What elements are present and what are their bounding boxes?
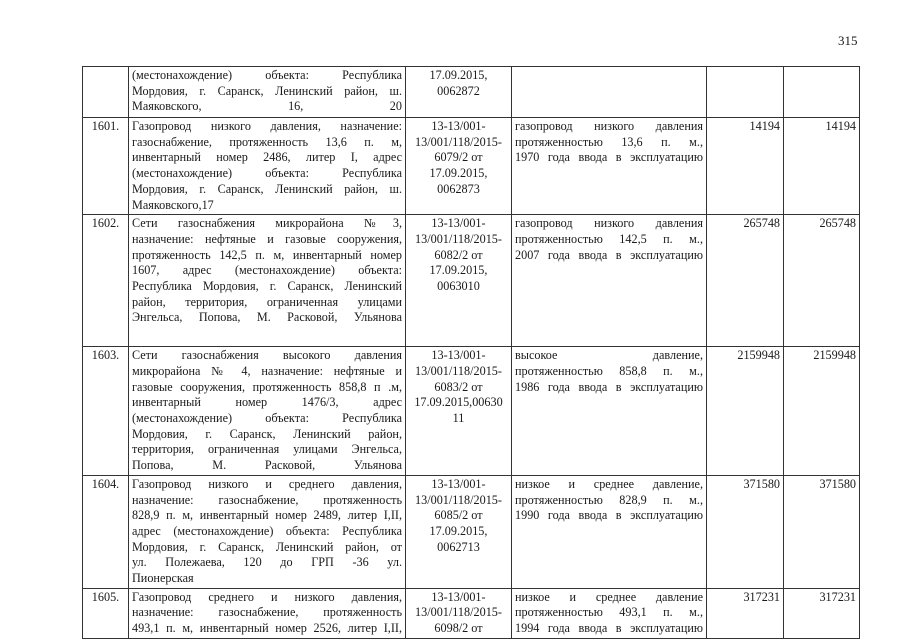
reg-line: 6082/2 от [434,247,483,262]
value-cell-1: 2159948 [707,347,784,476]
value-cell-2: 317231 [784,588,860,638]
registration-cell [406,67,512,118]
name-line: Мордовия, г. Саранск, Ленинский район, от [132,539,402,554]
registration-cell [406,588,512,638]
desc-line: протяженностью 493,1 п. м., [515,605,703,620]
name-line: ул. Полежаева, 120 до ГРП -36 ул. [132,555,402,570]
reg-line: 13/001/118/2015- [415,363,502,378]
name-line: Мордовия, г. Саранск, Ленинский район, ш. [132,83,402,98]
desc-line: низкое и среднее давление, [515,476,703,491]
name-line: Сети газоснабжения микрорайона №3, [132,216,402,231]
name-line: 828,9 п. м, инвентарный номер 2489, литер I,II, [132,508,402,523]
reg-line: 13/001/118/2015- [415,605,502,620]
reg-line: 6098/2 от [434,621,483,636]
desc-line: низкое и среднее давление [515,589,703,604]
page-number: 315 [838,33,858,48]
object-name-cell [129,588,406,638]
name-line: Маяковского,17 [132,197,214,212]
description-cell [512,347,707,476]
reg-line: 13-13/001- [431,119,486,133]
registration-cell [406,215,512,347]
name-line: газовые сооружения, протяженность 858,8 п .м, [132,379,402,394]
reg-line: 0062873 [437,181,480,196]
desc-line: 1990 года ввода в эксплуатацию [515,508,703,523]
name-line: газоснабжение, протяженность 13,6 п. м, [132,134,402,149]
table-row [83,588,860,638]
name-line: 493,1 п. м, инвентарный номер 2526, литер I,II, [132,621,402,636]
reg-line: 13/001/118/2015- [415,492,502,507]
property-registry-table [82,66,860,639]
name-line: Газопровод низкого и среднего давления, [132,476,402,491]
description-cell [512,215,707,347]
reg-line: 13-13/001- [431,216,486,231]
name-line: назначение: нефтяные и газовые сооружения, [132,231,402,246]
value-cell-2: 2159948 [784,347,860,476]
name-line: инвентарный номер 1476/3, адрес [132,395,402,410]
reg-line: 13-13/001- [431,589,486,604]
table-row [83,215,860,347]
reg-line: 0063010 [437,279,480,294]
item-number-cell: 1601. [83,118,129,215]
object-name-cell [129,118,406,215]
object-name-cell [129,215,406,347]
desc-line: газопровод низкого давления [515,119,703,133]
desc-line: 1994 года ввода в эксплуатацию [515,621,703,636]
reg-line: 13/001/118/2015- [415,231,502,246]
reg-line: 17.09.2015, [429,166,488,181]
name-line: (местонахождение) объекта: Республика [132,166,402,181]
name-line: протяженность 142,5 п. м, инвентарный номер [132,247,402,262]
value-cell-2: 265748 [784,215,860,347]
name-line: Мордовия, г. Саранск, Ленинский район, [132,426,402,441]
value-cell-1: 265748 [707,215,784,347]
name-line: Газопровод низкого давления, назначение: [132,119,402,133]
reg-line: 0062713 [437,539,480,554]
desc-line: протяженностью 142,5 п. м., [515,231,703,246]
value-cell-2: 14194 [784,118,860,215]
name-line: назначение: газоснабжение, протяженность [132,605,402,620]
name-line: назначение: газоснабжение, протяженность [132,492,402,507]
description-cell [512,67,707,118]
reg-line: 13/001/118/2015- [415,134,502,149]
registration-cell [406,118,512,215]
name-line: микрорайона № 4, назначение: нефтяные и [132,363,402,378]
reg-line: 13-13/001- [431,348,486,363]
reg-line: 17.09.2015,00630 [414,395,503,410]
value-cell-1: 371580 [707,475,784,588]
desc-line: 1970 года ввода в эксплуатацию [515,150,703,165]
object-name-cell [129,475,406,588]
name-line: Энгельса, Попова, М. Расковой, Ульянова [132,310,402,325]
item-number-cell: 1602. [83,215,129,347]
reg-line: 0062872 [437,83,480,98]
object-name-cell [129,347,406,476]
desc-line: протяженностью 828,9 п. м., [515,492,703,507]
reg-line: 6083/2 от [434,379,483,394]
name-line: (местонахождение) объекта: Республика [132,411,402,426]
name-line: Попова, М. Расковой, Ульянова [132,458,402,473]
reg-line: 17.09.2015, [429,523,488,538]
name-line: инвентарный номер 2486, литер I, адрес [132,150,402,165]
item-number-cell: 1605. [83,588,129,638]
table-row [83,347,860,476]
item-number-cell [83,67,129,118]
reg-line: 11 [452,411,465,426]
description-cell [512,118,707,215]
object-name-cell [129,67,406,118]
registration-cell [406,347,512,476]
reg-line: 13-13/001- [431,476,486,491]
table-row [83,67,860,118]
name-line: адрес (местонахождение) объекта: Республика [132,523,402,538]
desc-line: протяженностью 13,6 п. м., [515,134,703,149]
name-line: Маяковского, 16, 20 [132,99,402,114]
desc-line: высокое давление, [515,348,703,363]
registration-cell [406,475,512,588]
item-number-cell: 1603. [83,347,129,476]
name-line: (местонахождение) объекта: Республика [132,68,402,82]
table-row [83,118,860,215]
name-line: Пионерская [132,571,194,586]
desc-line: газопровод низкого давления [515,216,703,231]
item-number-cell: 1604. [83,475,129,588]
desc-line: протяженностью 858,8 п. м., [515,363,703,378]
desc-line: 1986 года ввода в эксплуатацию [515,379,703,394]
reg-line: 6079/2 от [434,150,483,165]
value-cell-2 [784,67,860,118]
registry-body [83,67,860,639]
reg-line: 6085/2 от [434,508,483,523]
description-cell [512,475,707,588]
reg-line: 17.09.2015, [429,263,488,278]
value-cell-1: 317231 [707,588,784,638]
name-line: Мордовия, г. Саранск, Ленинский район, ш. [132,181,402,196]
value-cell-1: 14194 [707,118,784,215]
reg-line: 17.09.2015, [429,68,488,82]
desc-line: 2007 года ввода в эксплуатацию [515,247,703,262]
value-cell-2: 371580 [784,475,860,588]
name-line: Газопровод среднего и низкого давления, [132,589,402,604]
name-line: Республика Мордовия, г. Саранск, Ленинский [132,279,402,294]
name-line: территория, ограниченная улицами Энгельса, [132,442,402,457]
value-cell-1 [707,67,784,118]
name-line: Сети газоснабжения высокого давления [132,348,402,363]
name-line: 1607, адрес (местонахождение) объекта: [132,263,402,278]
table-row [83,475,860,588]
description-cell [512,588,707,638]
name-line: район, территория, ограниченная улицами [132,294,402,309]
